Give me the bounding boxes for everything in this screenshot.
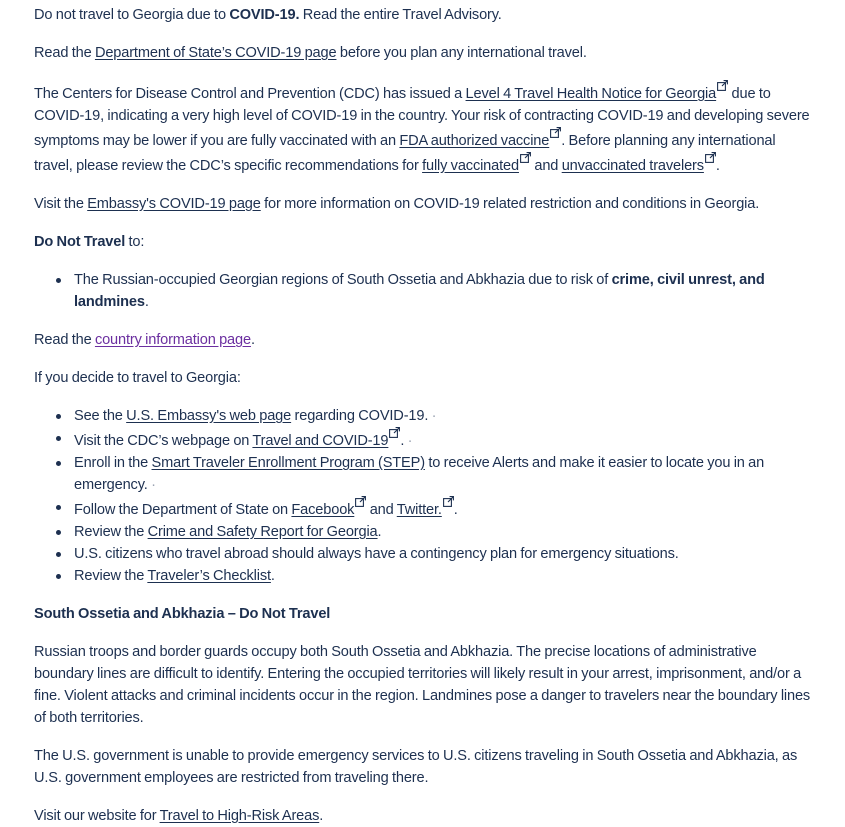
text: . (715, 158, 720, 174)
text: The Russian-occupied Georgian regions of South Ossetia and Abkhazia due to risk of (74, 272, 612, 288)
list-item (74, 452, 815, 496)
text: Review the (74, 524, 148, 540)
list-item (74, 496, 815, 521)
text: . (250, 332, 255, 348)
level4-notice-link[interactable]: Level 4 Travel Health Notice for Georgia (465, 86, 717, 102)
text: Visit our website for (34, 808, 160, 824)
text: See the (74, 408, 127, 424)
country-info-paragraph (34, 329, 815, 351)
text: to receive Alerts and make it easier to locate you in an emergency. (74, 455, 765, 493)
twitter-link[interactable]: Twitter. (396, 502, 442, 518)
dot-separator: · (407, 433, 413, 449)
text: U.S. citizens who travel abroad should always have a contingency plan for emergency situations. (74, 546, 679, 562)
external-link-icon (717, 80, 728, 91)
facebook-link[interactable]: Facebook (291, 502, 355, 518)
travel-and-covid-link[interactable]: Travel and COVID-19 (252, 433, 389, 449)
list-item (74, 543, 815, 565)
south-ossetia-heading (34, 603, 815, 625)
text: and (530, 158, 562, 174)
dos-covid-page-link[interactable]: Department of State’s COVID-19 page (94, 45, 337, 61)
external-link-icon (550, 127, 561, 138)
text: Do not travel to Georgia due to (34, 7, 230, 23)
travelers-checklist-link[interactable]: Traveler’s Checklist (147, 568, 271, 584)
external-link-icon (389, 427, 400, 438)
high-risk-areas-link[interactable]: Travel to High-Risk Areas (159, 808, 320, 824)
dot-separator: · (431, 408, 437, 424)
us-embassy-web-page-link[interactable]: U.S. Embassy's web page (126, 408, 292, 424)
text: regarding COVID-19. (291, 408, 432, 424)
dot-separator: · (151, 477, 156, 493)
do-not-travel-heading (34, 231, 815, 253)
text: . Before planning any international travel, please review the CDC’s specific recommendations for (34, 133, 776, 174)
text: Follow the Department of State on (74, 502, 292, 518)
text: . (144, 294, 149, 310)
text: Read the (34, 332, 95, 348)
text: Enroll in the (74, 455, 152, 471)
fully-vaccinated-link[interactable]: fully vaccinated (422, 158, 519, 174)
travel-recommendations-list (34, 405, 815, 587)
text: . (400, 433, 408, 449)
text: Read the entire Travel Advisory. (299, 7, 502, 23)
text: for more information on COVID-19 related restriction and conditions in Georgia. (260, 196, 760, 212)
list-item (74, 521, 815, 543)
text: . (270, 568, 275, 584)
embassy-paragraph (34, 193, 815, 215)
occupation-paragraph: Russian troops and border guards occupy both South Ossetia and Abkhazia. The precise locations of administrative boundary lines are difficult to identify. Entering the occupied territories will likely result in your arrest, imprisonment, and/or a fine. Violent attacks and criminal incidents occur in the region. Landmines pose a danger to travelers near the boundary lines of both territories. (34, 644, 811, 726)
text: . (453, 502, 458, 518)
step-enrollment-link[interactable]: Smart Traveler Enrollment Program (STEP) (151, 455, 425, 471)
list-item (74, 405, 815, 427)
if-you-travel-intro: If you decide to travel to Georgia: (34, 370, 241, 386)
text: Visit the (34, 196, 88, 212)
do-not-travel-list (34, 269, 815, 313)
external-link-icon (355, 496, 366, 507)
fda-vaccine-link[interactable]: FDA authorized vaccine (399, 133, 550, 149)
text: . (319, 808, 324, 824)
text: before you plan any international travel. (336, 45, 587, 61)
text: and (366, 502, 397, 518)
do-not-travel-bold: Do Not Travel (34, 234, 126, 250)
risk-bold: crime, civil unrest, and landmines (74, 272, 765, 310)
text: to: (125, 234, 145, 250)
emergency-services-paragraph: The U.S. government is unable to provide emergency services to U.S. citizens traveling in South Ossetia and Abkhazia, as U.S. government employees are restricted from traveling there. (34, 748, 798, 786)
unvaccinated-travelers-link[interactable]: unvaccinated travelers (561, 158, 704, 174)
text: due to COVID-19, indicating a very high level of COVID-19 in the country. Your risk of contracting COVID-19 and developing severe symptoms may be lower if you are fully vaccinated with an (34, 86, 810, 149)
external-link-icon (443, 496, 454, 507)
crime-safety-report-link[interactable]: Crime and Safety Report for Georgia (147, 524, 378, 540)
text: Review the (74, 568, 148, 584)
list-item (74, 427, 815, 452)
covid-bold: COVID-19. (229, 7, 300, 23)
external-link-icon (705, 152, 716, 163)
section-heading: South Ossetia and Abkhazia – Do Not Travel (34, 606, 331, 622)
external-link-icon (520, 152, 531, 163)
country-information-page-link[interactable]: country information page (94, 332, 251, 348)
list-item (74, 565, 815, 587)
embassy-covid-page-link[interactable]: Embassy's COVID-19 page (87, 196, 261, 212)
text: The Centers for Disease Control and Prevention (CDC) has issued a (34, 86, 466, 102)
covid-notice (34, 4, 815, 26)
text: . (377, 524, 382, 540)
text: Visit the CDC’s webpage on (74, 433, 253, 449)
dos-covid-paragraph (34, 42, 815, 64)
text: Read the (34, 45, 95, 61)
cdc-paragraph (34, 80, 815, 177)
list-item (74, 269, 815, 313)
